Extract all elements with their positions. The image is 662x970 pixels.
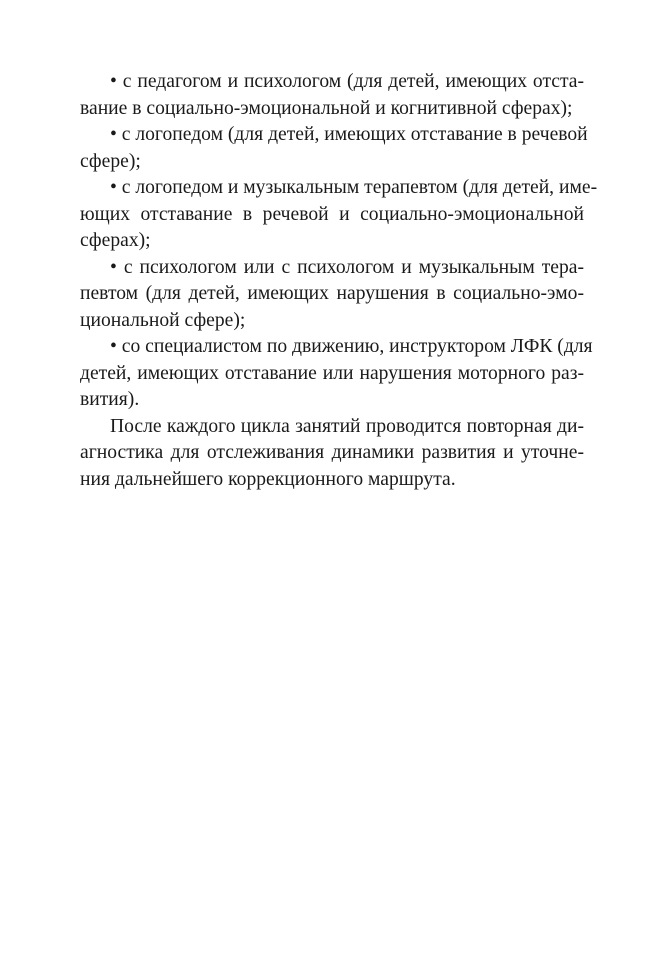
text-line: • с логопедом (для детей, имеющих отставание в речевой: [110, 124, 588, 145]
text-line: вание в социально-эмоциональной и когнитивной сферах);: [80, 97, 573, 119]
bullet-item: [80, 334, 593, 414]
body-text: [80, 69, 598, 493]
text-line: сферах);: [80, 230, 151, 251]
bullet-item: [80, 69, 584, 122]
bullet-item: [80, 255, 584, 335]
paragraph: [80, 414, 584, 494]
text-line: • со специалистом по движению, инструктором ЛФК (для: [110, 336, 593, 357]
text-line: • с логопедом и музыкальным терапевтом (для детей, име-: [110, 177, 598, 198]
bullet-item: [80, 175, 598, 255]
text-line: сфере);: [80, 150, 141, 172]
text-line: вития).: [80, 389, 140, 410]
text-line: циональной сфере);: [80, 309, 246, 331]
text-line: После каждого цикла занятий проводится повторная ди-: [110, 415, 584, 437]
text-line: • с педагогом и психологом (для детей, имеющих отста-: [110, 71, 584, 92]
text-line: ния дальнейшего коррекционного маршрута.: [80, 468, 456, 490]
text-line: агностика для отслеживания динамики развития и уточне-: [80, 442, 584, 463]
text-line: ющих отставание в речевой и социально-эмоциональной: [80, 203, 584, 225]
text-line: певтом (для детей, имеющих нарушения в социально-эмо-: [80, 283, 584, 304]
text-line: • с психологом или с психологом и музыкальным тера-: [110, 256, 584, 278]
text-line: детей, имеющих отставание или нарушения моторного раз-: [80, 362, 584, 384]
bullet-item: [80, 122, 588, 175]
